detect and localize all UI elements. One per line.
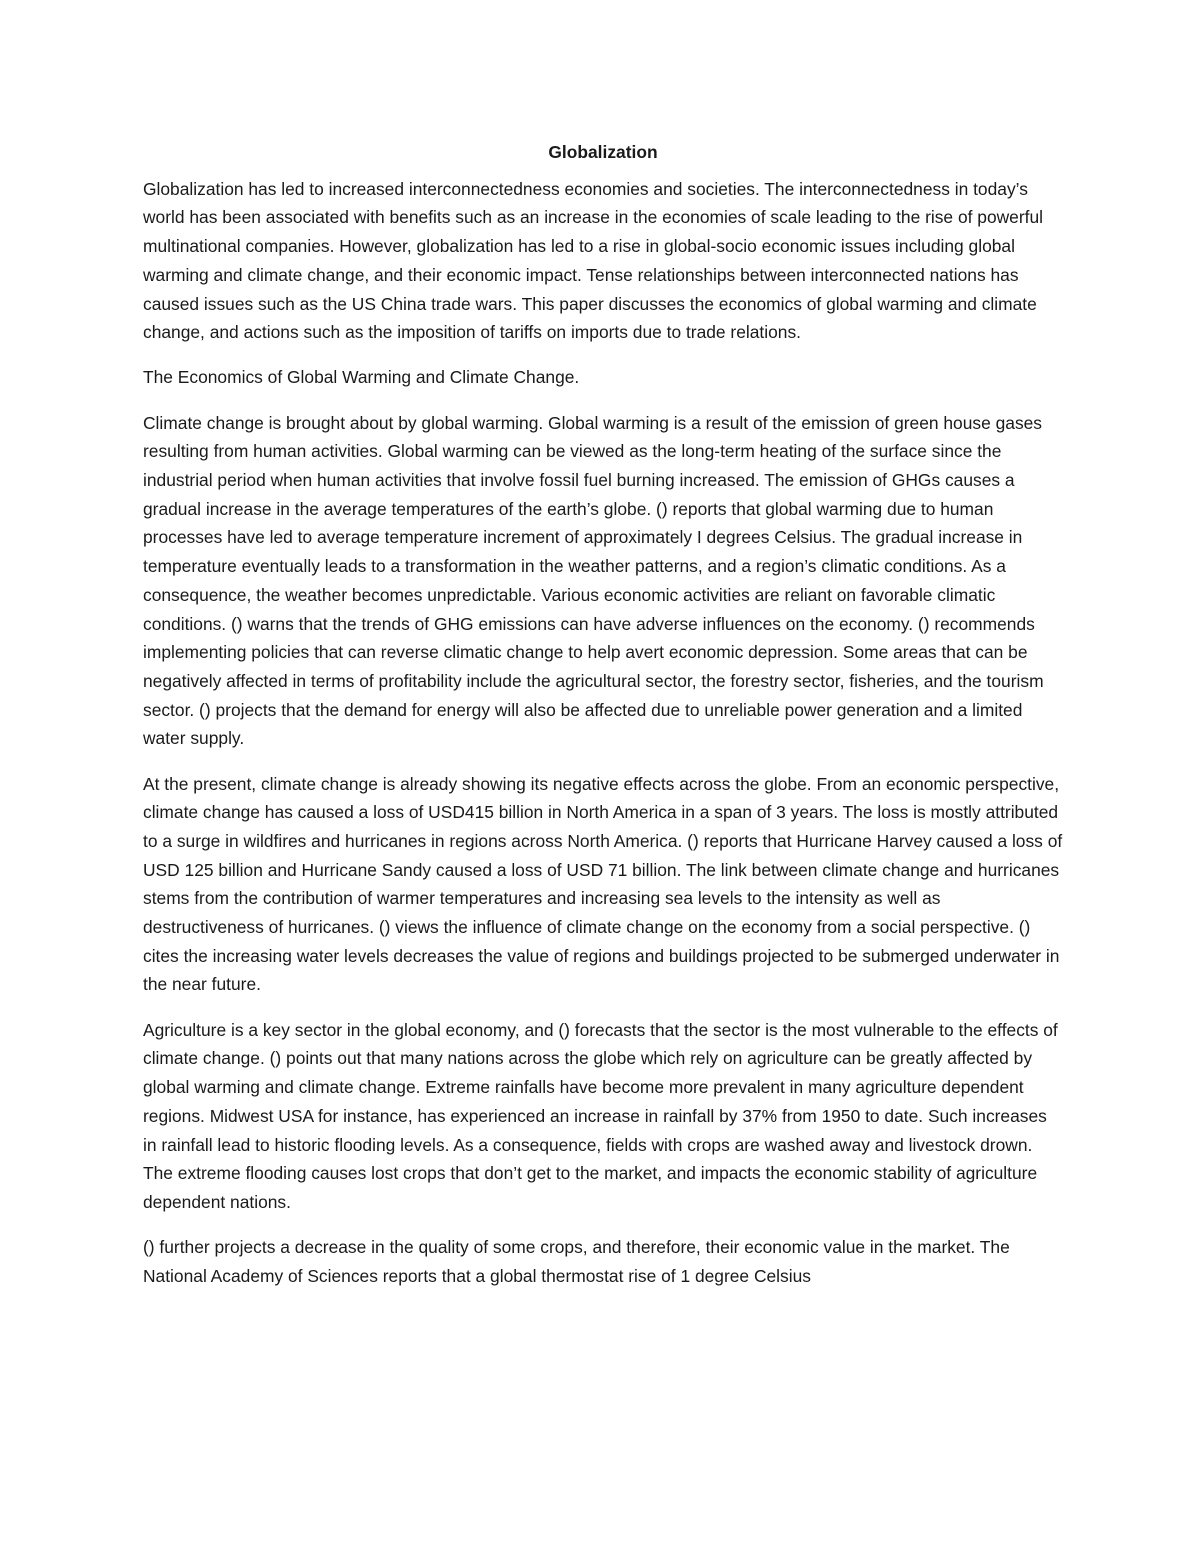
body-paragraph: () further projects a decrease in the quality of some crops, and therefore, their economic value in the market. The National Academy of Sciences reports that a global thermostat rise of 1 degree Celsius: [143, 1237, 1010, 1286]
body-paragraph: Climate change is brought about by global warming. Global warming is a result of the emission of green house gases resulting from human activities. Global warming can be viewed as the long-term heating of the surface since the industrial period when human activities that involve fossil fuel burning increased. The emission of GHGs causes a gradual increase in the average temperatures of the earth’s globe. () reports that global warming due to human processes have led to average temperature increment of approximately I degrees Celsius. The gradual increase in temperature eventually leads to a transformation in the weather patterns, and a region’s climatic conditions. As a consequence, the weather becomes unpredictable. Various economic activities are reliant on favorable climatic conditions. () warns that the trends of GHG emissions can have adverse influences on the economy. () recommends implementing policies that can reverse climatic change to help avert economic depression. Some areas that can be negatively affected in terms of profitability include the agricultural sector, the forestry sector, fisheries, and the tourism sector. () projects that the demand for energy will also be affected due to unreliable power generation and a limited water supply.: [143, 412, 1044, 749]
document-body: [143, 138, 1063, 1307]
intro-paragraph: Globalization has led to increased interconnectedness economies and societies. The interconnectedness in today’s world has been associated with benefits such as an increase in the economies of scale leading to the rise of powerful multinational companies. However, globalization has led to a rise in global-socio economic issues including global warming and climate change, and their economic impact. Tense relationships between interconnected nations has caused issues such as the US China trade wars. This paper discusses the economics of global warming and climate change, and actions such as the imposition of tariffs on imports due to trade relations.: [143, 178, 1044, 343]
document-title: Globalization: [548, 142, 658, 162]
body-paragraph: At the present, climate change is already showing its negative effects across the globe. From an economic perspective, climate change has caused a loss of USD415 billion in North America in a span of 3 years. The loss is mostly attributed to a surge in wildfires and hurricanes in regions across North America. () reports that Hurricane Harvey caused a loss of USD 125 billion and Hurricane Sandy caused a loss of USD 71 billion. The link between climate change and hurricanes stems from the contribution of warmer temperatures and increasing sea levels to the intensity as well as destructiveness of hurricanes. () views the influence of climate change on the economy from a social perspective. () cites the increasing water levels decreases the value of regions and buildings projected to be submerged underwater in the near future.: [143, 773, 1063, 995]
section-heading: The Economics of Global Warming and Climate Change.: [143, 367, 580, 388]
body-paragraph: Agriculture is a key sector in the global economy, and () forecasts that the sector is the most vulnerable to the effects of climate change. () points out that many nations across the globe which rely on agriculture can be greatly affected by global warming and climate change. Extreme rainfalls have become more prevalent in many agriculture dependent regions. Midwest USA for instance, has experienced an increase in rainfall by 37% from 1950 to date. Such increases in rainfall lead to historic flooding levels. As a consequence, fields with crops are washed away and livestock drown. The extreme flooding causes lost crops that don’t get to the market, and impacts the economic stability of agriculture dependent nations.: [143, 1019, 1058, 1212]
